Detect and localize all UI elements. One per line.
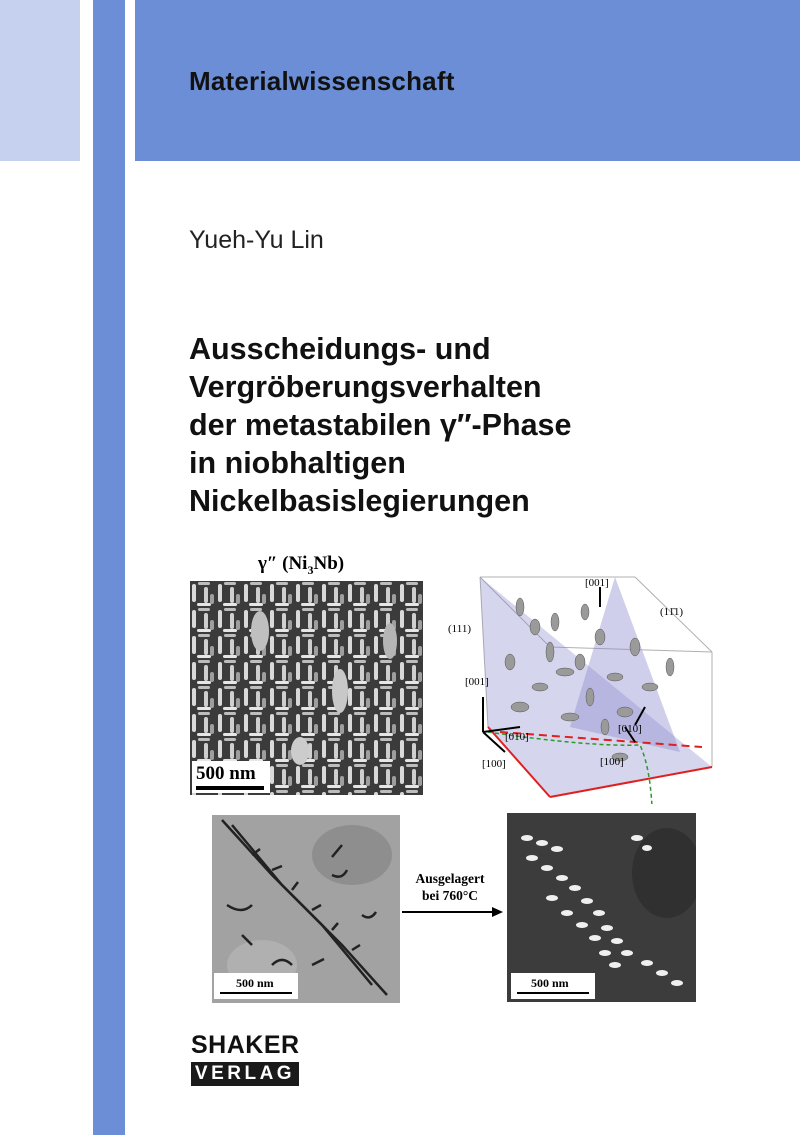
svg-text:[010]: [010] [618,723,642,735]
title-line: in niobhaltigen [189,446,406,480]
aging-label: Ausgelagert bei 760°C [415,871,485,903]
scale-bar-bottom-right: 500 nm [511,973,595,999]
svg-text:[100]: [100] [482,758,506,770]
svg-text:[001]: [001] [465,676,489,688]
svg-text:[010]: [010] [505,731,529,743]
micrograph-top-left [190,581,423,795]
title-line: Vergröberungsverhalten [189,370,542,404]
scale-bar-top-left: 500 nm [192,761,270,793]
book-title [189,330,779,520]
svg-text:[001]: [001] [585,577,609,589]
left-vertical-stripe [93,0,125,1135]
publisher-logo-name: SHAKER [191,1031,300,1059]
dir-label-1m11: (11̄1) [660,606,684,618]
svg-text:[100]: [100] [600,756,624,768]
scale-bar-bottom-left: 500 nm [214,973,298,999]
series-title: Materialwissenschaft [189,66,455,96]
author-name: Yueh-Yu Lin [189,226,324,254]
title-line: Ausscheidungs- und [189,332,491,366]
figure-caption: γ″ $(Ni_3Nb)$ [258,553,345,577]
crystal-3d-diagram [440,567,730,804]
publisher-logo-verlag: VERLAG [194,1063,296,1084]
title-line: der metastabilen γ″-Phase [189,408,572,442]
left-light-band [0,0,80,161]
svg-text:(111): (111) [448,623,472,635]
micrograph-bottom-right [507,813,696,1002]
micrograph-bottom-left [212,815,400,1003]
publisher-logo-box [191,1062,299,1086]
arrow-right-icon [400,905,505,919]
title-line: Nickelbasislegierungen [189,484,530,518]
